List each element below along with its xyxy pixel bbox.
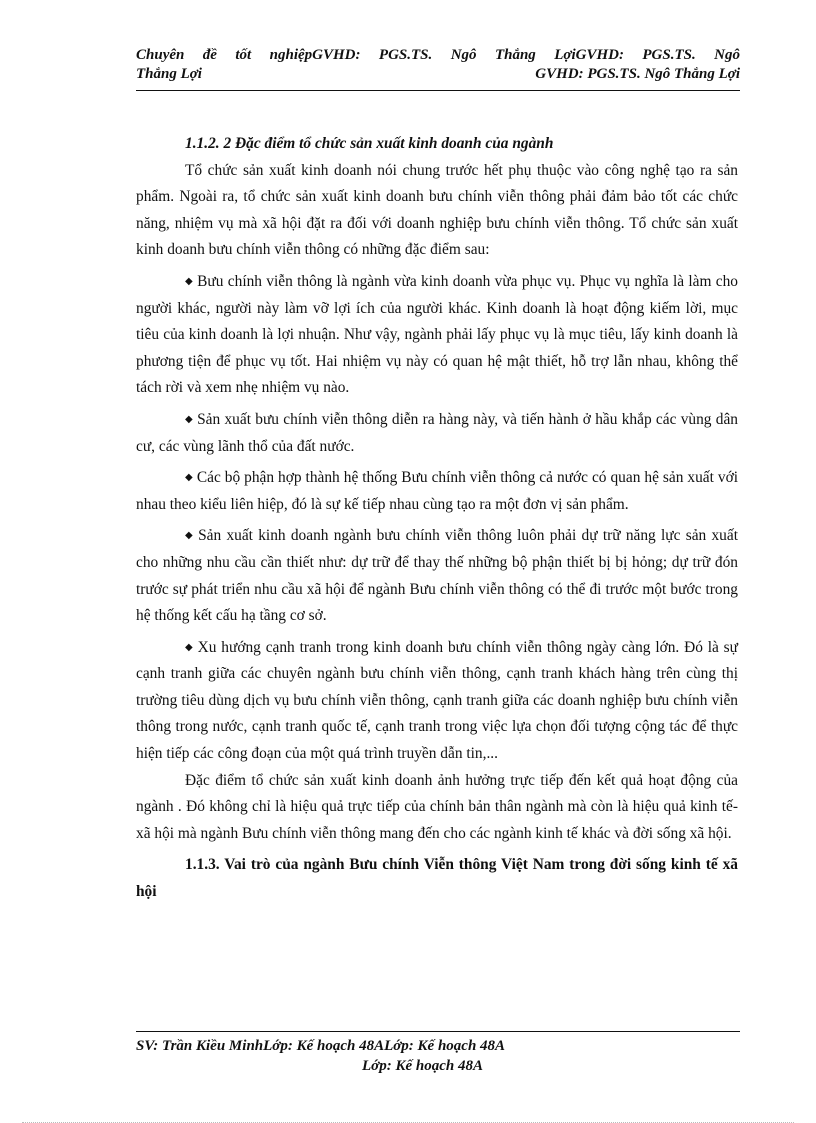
document-body: [136, 131, 738, 906]
diamond-bullet-icon: ◆: [185, 275, 194, 287]
bullet-paragraph: [136, 269, 738, 402]
footer-line-2: Lớp: Kế hoạch 48A: [362, 1058, 483, 1074]
footer-divider: [136, 1031, 740, 1032]
diamond-bullet-icon: ◆: [185, 641, 194, 653]
bullet-text: Xu hướng cạnh tranh trong kinh doanh bưu chính viễn thông ngày càng lớn. Đó là sự cạnh tranh giữa các chuyên ngành bưu chính viễn thông, cạnh tranh khách hàng trên cùng thị trường tiêu dùng dịch vụ bưu chính viễn thông, cạnh tranh giữa các doanh nghiệp bưu chính viễn thông trong nước, cạnh tranh quốc tế, cạnh tranh trong việc lựa chọn đối tượng cộng tác để thực hiện tiếp các công đoạn của một quá trình truyền dẫn tin,...: [136, 638, 738, 763]
conclusion-paragraph: Đặc điểm tổ chức sản xuất kinh doanh ảnh hưởng trực tiếp đến kết quả hoạt động của ngành . Đó không chỉ là hiệu quả trực tiếp của chính bản thân ngành mà còn là hiệu quả kinh tế- xã hội mà ngành Bưu chính viễn thông mang đến cho các ngành kinh tế khác và đời sống xã hội.: [136, 771, 738, 842]
intro-paragraph: Tổ chức sản xuất kinh doanh nói chung trước hết phụ thuộc vào công nghệ tạo ra sản phẩm. Ngoài ra, tổ chức sản xuất kinh doanh bưu chính viễn thông phải đảm bảo tốt các chức năng, nhiệm vụ mà xã hội đặt ra đối với doanh nghiệp bưu chính viễn thông. Tổ chức sản xuất kinh doanh bưu chính viễn thông có những đặc điểm sau:: [136, 161, 738, 259]
bullet-text: Sản xuất bưu chính viễn thông diễn ra hàng này, và tiến hành ở hầu khắp các vùng dân cư, các vùng lãnh thổ của đất nước.: [136, 410, 738, 455]
header-divider: [136, 90, 740, 91]
page-header: [136, 46, 740, 84]
page-footer: [136, 1036, 740, 1076]
diamond-bullet-icon: ◆: [185, 530, 195, 542]
header-line-2: [136, 65, 740, 84]
bullet-text: Các bộ phận hợp thành hệ thống Bưu chính viễn thông cả nước có quan hệ sản xuất với nhau theo kiểu liên hiệp, đó là sự kế tiếp nhau cùng tạo ra một đơn vị sản phẩm.: [136, 469, 738, 513]
bullet-paragraph: [136, 465, 738, 518]
bullet-paragraph: [136, 407, 738, 460]
header-line-1: Chuyên đề tốt nghiệpGVHD: PGS.TS. Ngô Thắng LợiGVHD: PGS.TS. Ngô: [136, 47, 740, 63]
bullet-paragraph: [136, 635, 738, 768]
header-line-2-right: GVHD: PGS.TS. Ngô Thắng Lợi: [535, 66, 740, 82]
bullet-text: Bưu chính viễn thông là ngành vừa kinh doanh vừa phục vụ. Phục vụ nghĩa là làm cho người khác, người này làm vỡ lợi ích của người khác. Kinh doanh là hoạt động kiếm lời, mục tiêu của kinh doanh là lợi nhuận. Như vậy, ngành phải lấy phục vụ là mục tiêu, lấy kinh doanh là phương tiện để phục vụ tốt. Hai nhiệm vụ này có quan hệ mật thiết, hỗ trợ lẫn nhau, không thể tách rời và xem nhẹ nhiệm vụ nào.: [136, 272, 738, 397]
section-heading-1-1-3: 1.1.3. Vai trò của ngành Bưu chính Viễn thông Việt Nam trong đời sống kinh tế xã hội: [136, 856, 738, 901]
header-line-2-left: Thắng Lợi: [136, 66, 202, 82]
bullet-paragraph: [136, 523, 738, 629]
bullet-text: Sản xuất kinh doanh ngành bưu chính viễn thông luôn phải dự trữ năng lực sản xuất cho những nhu cầu cần thiết như: dự trữ để thay thế những bộ phận thiết bị bị hỏng; dự trữ đón trước sự phát triển nhu cầu xã hội để ngành Bưu chính viễn thông có thể đi trước một bước trong hệ thống kết cấu hạ tầng cơ sở.: [136, 527, 738, 625]
section-heading-1-1-2-2: 1.1.2. 2 Đặc điểm tổ chức sản xuất kinh doanh của ngành: [185, 135, 554, 152]
footer-line-1: SV: Trần Kiều MinhLớp: Kế hoạch 48ALớp: Kế hoạch 48A: [136, 1038, 506, 1054]
diamond-bullet-icon: ◆: [185, 413, 194, 425]
diamond-bullet-icon: ◆: [185, 472, 193, 484]
